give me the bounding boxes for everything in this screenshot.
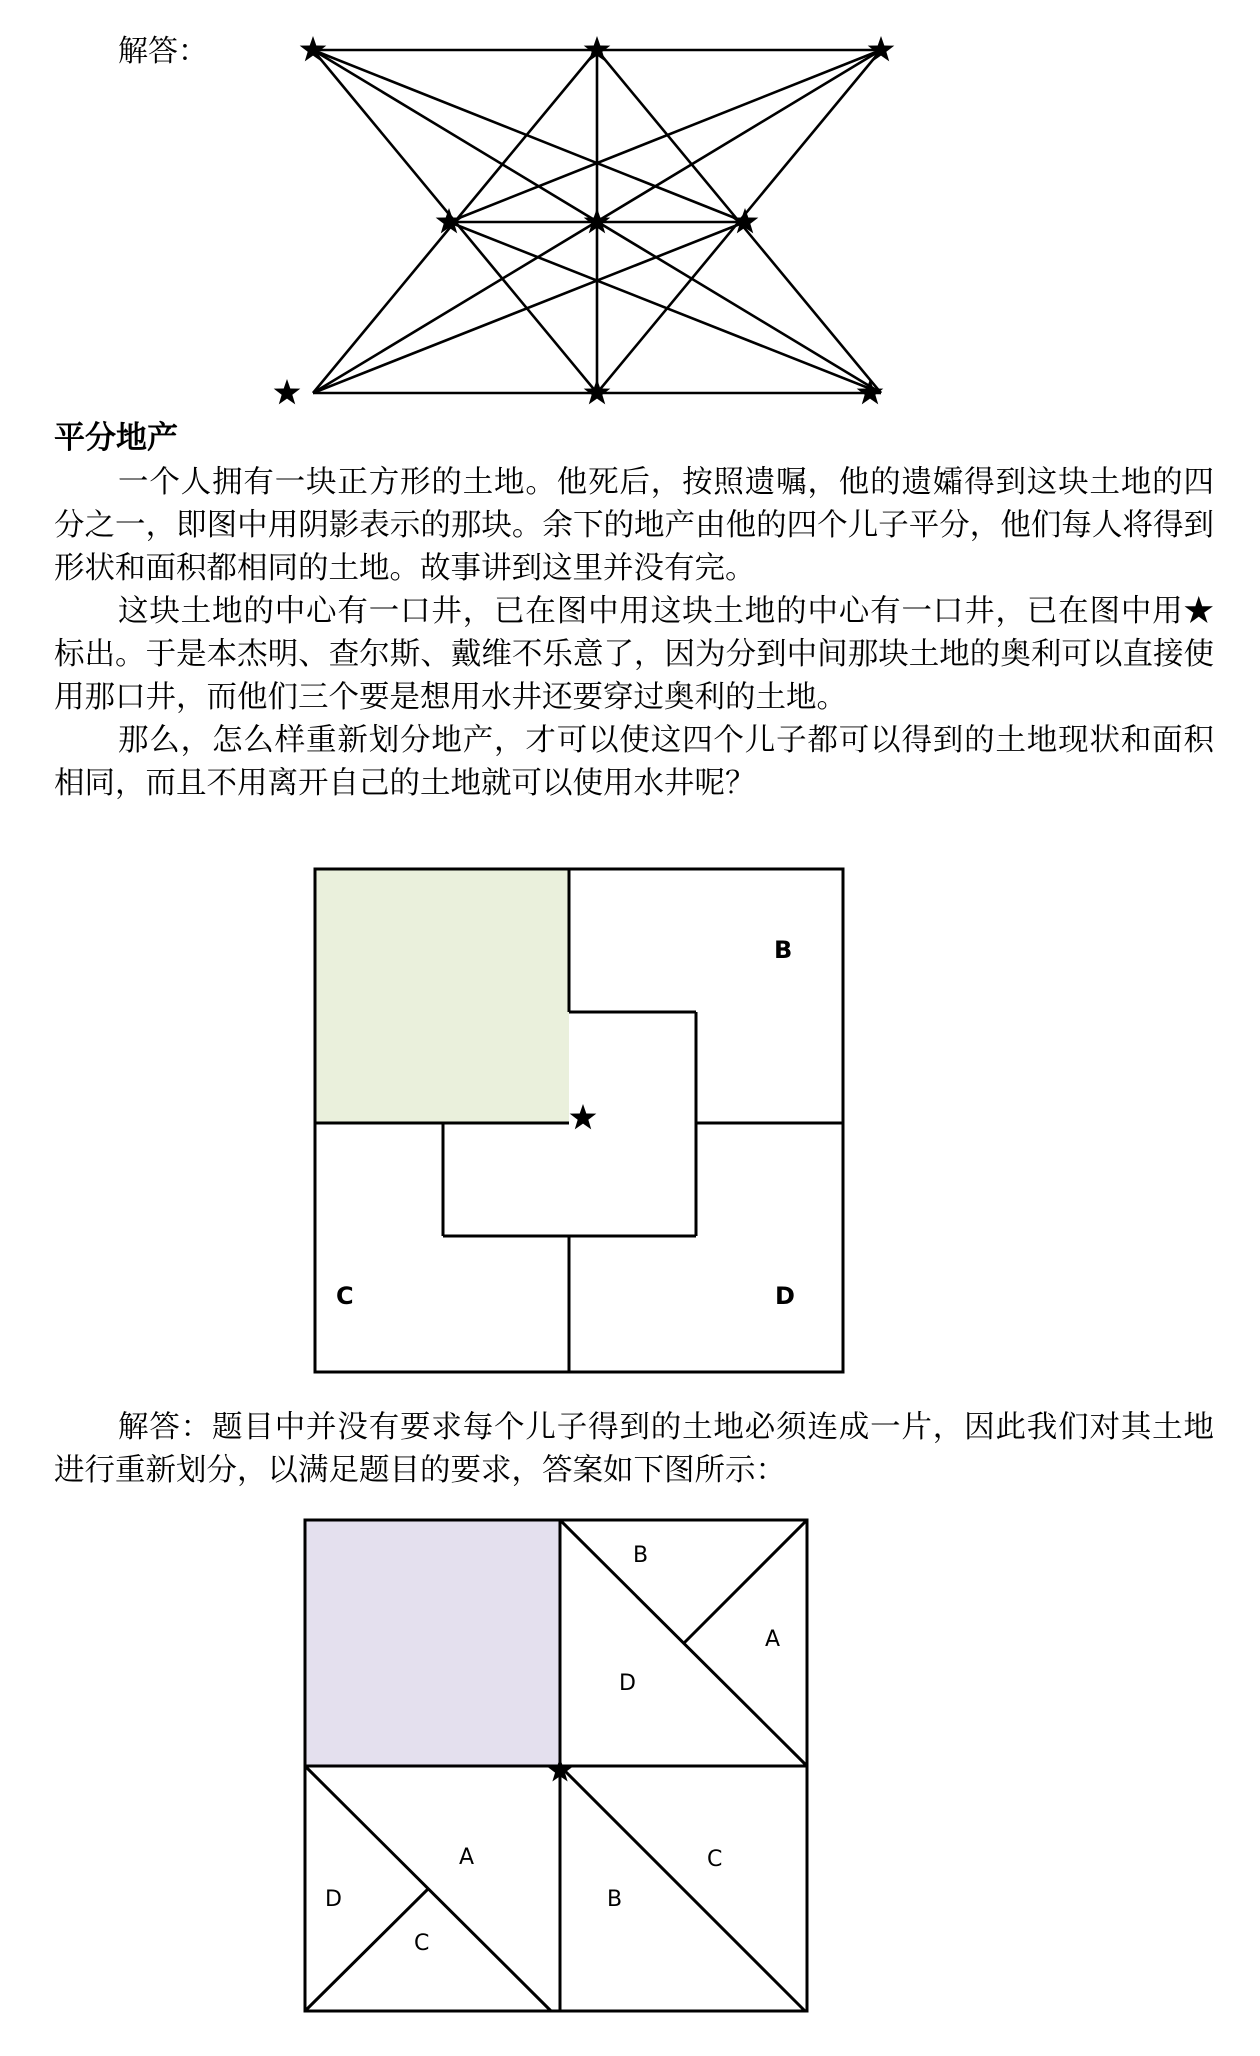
answer-paragraph: 解答：题目中并没有要求每个儿子得到的土地必须连成一片，因此我们对其土地进行重新划分，以满足题目的要求，答案如下图所示： [54,1410,1214,1488]
solution-label-bl-a: A [459,1845,475,1870]
solution-label-tr-a: A [765,1627,781,1652]
star-icon [570,1104,597,1129]
star-icon [548,1758,573,1782]
section-title: 平分地产 [54,420,178,456]
plot-label-d: D [775,1282,795,1310]
paragraph-2: 这块土地的中心有一口井，已在图中用这块土地的中心有一口井，已在图中用★标出。于是本杰明、查尔斯、戴维不乐意了，因为分到中间那块土地的奥利可以直接使用那口井，而他们三个要是想用水井还要穿过奥利的土地。 [54,594,1214,715]
plot-label-b: B [774,936,793,964]
plot-label-c: C [336,1282,354,1310]
well-star-icon [570,1104,597,1129]
star-lines-diagram [0,0,1260,420]
widow-shaded-plot [315,869,569,1123]
solution-label-br-b: B [607,1887,623,1912]
widow-shaded-plot-solution [305,1520,560,1766]
answer-label: 解答： [118,34,208,69]
star-icon [274,379,301,404]
paragraph-3: 那么，怎么样重新划分地产，才可以使这四个儿子都可以得到的土地现状和面积相同，而且不用离开自己的土地就可以使用水井呢？ [54,723,1214,801]
well-star-icon-solution [548,1758,573,1782]
star-icon [868,36,895,61]
solution-label-bl-c: C [414,1931,430,1956]
solution-label-br-c: C [707,1847,723,1872]
solution-label-tr-d: D [619,1671,636,1696]
solution-label-bl-d: D [325,1887,342,1912]
star-markers [274,36,895,404]
star-icon [857,379,884,404]
star-icon [300,36,327,61]
solution-label-tr-b: B [633,1543,649,1568]
paragraph-1: 一个人拥有一块正方形的土地。他死后，按照遗嘱，他的遗孀得到这块土地的四分之一，即图中用阴影表示的那块。余下的地产由他的四个儿子平分，他们每人将得到形状和面积都相同的土地。故事讲到这里并没有完。 [54,465,1214,586]
